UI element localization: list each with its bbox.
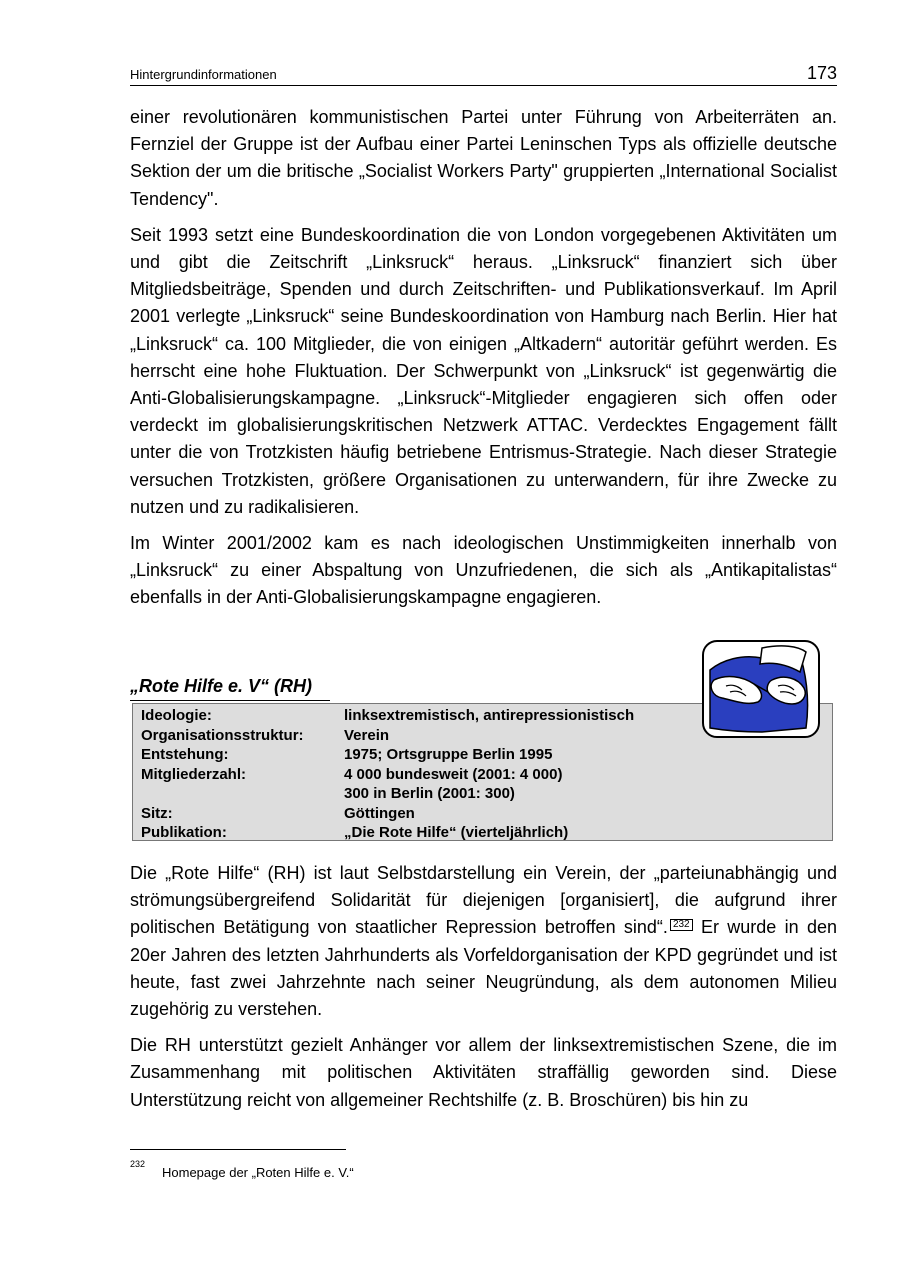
body-text-top — [130, 104, 837, 621]
fact-label-structure: Organisationsstruktur: — [141, 726, 304, 744]
page-number: 173 — [806, 63, 837, 83]
paragraph-text: Die „Rote Hilfe“ (RH) ist laut Selbstdarstellung ein Verein, der „parteiunabhängig und strömungsübergreifend Solidarität für diejenigen [organisiert], die aufgrund ihrer politischen Betätigung von staatlicher Repression betroffen sind“. — [130, 863, 837, 938]
page-header — [130, 62, 837, 86]
fact-value-structure: Verein — [344, 726, 390, 744]
fact-value-founding: 1975; Ortsgruppe Berlin 1995 — [344, 746, 553, 763]
paragraph: einer revolutionären kommunistischen Partei unter Führung von Arbeiterräten an. Fernziel der Gruppe ist der Aufbau einer Partei Leninschen Typs als offizielle deutsche Sektion der um die britische „Socialist Workers Party" gruppierten „International Socialist Tendency". — [130, 107, 837, 209]
footnote-text: Homepage der „Roten Hilfe e. V.“ — [162, 1165, 354, 1180]
running-title: Hintergrundinformationen — [130, 67, 277, 82]
paragraph: Die RH unterstützt gezielt Anhänger vor allem der linksextremistischen Szene, die im Zusammenhang mit politischen Aktivitäten straffällig geworden sind. Diese Unterstützung reicht von allgemeiner Rechtshilfe (z. B. Broschüren) bis hin zu — [130, 1035, 837, 1110]
org-title-underline — [130, 700, 330, 701]
org-title: „Rote Hilfe e. V“ (RH) — [130, 676, 313, 696]
header-rule — [130, 85, 837, 86]
footnote-separator — [130, 1149, 346, 1150]
paragraph — [130, 860, 837, 1023]
fact-value-seat: Göttingen — [344, 804, 415, 822]
fact-value-ideology: linksextremistisch, antirepressionistisch — [344, 707, 635, 724]
fact-value-members-berlin: 300 in Berlin (2001: 300) — [344, 785, 515, 802]
paragraph: Im Winter 2001/2002 kam es nach ideologischen Unstimmigkeiten innerhalb von „Linksruck“ zu einer Abspaltung von Unzufriedenen, die sich als „Antikapitalistas“ ebenfalls in der Anti-Globalisierungskampagne engagieren. — [130, 533, 837, 608]
fact-label-publication: Publikation: — [141, 824, 227, 841]
fact-value-publication: „Die Rote Hilfe“ (vierteljährlich) — [344, 824, 569, 841]
footnote-number: 232 — [130, 1159, 146, 1169]
rote-hilfe-logo — [702, 640, 820, 738]
fact-label-ideology: Ideologie: — [141, 707, 212, 724]
footnote-reference[interactable]: 232 — [670, 919, 693, 931]
paragraph: Seit 1993 setzt eine Bundeskoordination die von London vorgegebenen Aktivitäten um und gibt die Zeitschrift „Linksruck“ heraus. „Linksruck“ finanziert sich über Mitgliedsbeiträge, Spenden und durch Zeitschriften- und Publikationsverkauf. Im April 2001 verlegte „Linksruck“ seine Bundeskoordination von Hamburg nach Berlin. Hier hat „Linksruck“ ca. 100 Mitglieder, die von einigen „Altkadern“ autoritär geführt werden. Es herrscht eine hohe Fluktuation. Der Schwerpunkt von „Linksruck“ ist gegenwärtig die Anti-Globalisierungskampagne. „Linksruck“-Mitglieder engagieren sich offen oder verdeckt im globalisierungskritischen Netzwerk ATTAC. Verdecktes Engagement fällt unter die von Trotzkisten häufig betriebene Entrismus-Strategie. Nach dieser Strategie versuchen Trotzkisten, größere Organisationen zu unterwandern, für ihre Zwecke zu nutzen und zu radikalisieren. — [130, 224, 837, 517]
fact-label-members: Mitgliederzahl: — [141, 765, 247, 783]
paragraph-text: Er wurde in den 20er Jahren des letzten Jahrhunderts als Vorfeldorganisation der KPD gegründet und ist heute, fast zwei Jahrzehnte nach seiner Neugründung, als dem autonomen Milieu zugehörig zu verstehen. — [130, 917, 837, 1020]
org-profile-section — [130, 640, 837, 850]
fact-value-members: 4 000 bundesweit (2001: 4 000) — [344, 765, 563, 783]
fact-label-seat: Sitz: — [141, 804, 173, 822]
fact-label-founding: Entstehung: — [141, 746, 229, 763]
body-text-bottom — [130, 860, 837, 1123]
